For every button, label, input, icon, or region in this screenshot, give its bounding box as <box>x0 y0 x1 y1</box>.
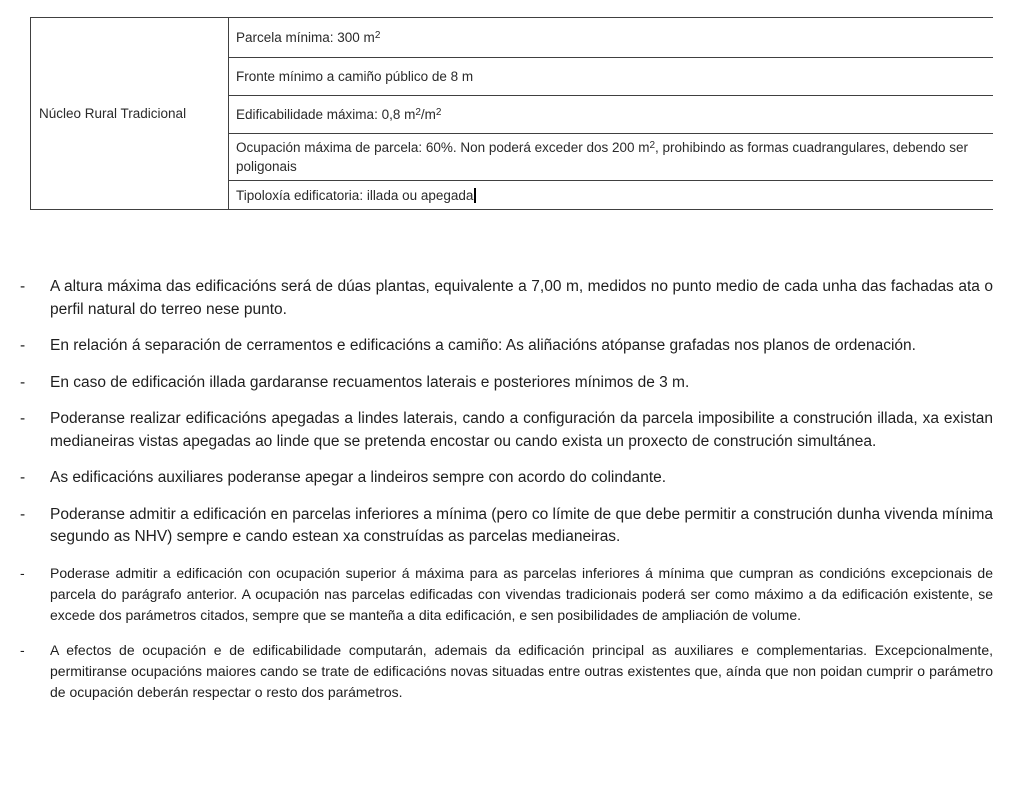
table-header-label: Núcleo Rural Tradicional <box>39 106 187 121</box>
bullet-marker: - <box>20 410 26 427</box>
bullet-marker: - <box>20 564 25 581</box>
bullet-marker: - <box>20 641 25 658</box>
bullet-item[interactable] <box>20 372 993 395</box>
bullet-item[interactable] <box>20 640 993 703</box>
bullet-text: Poderanse realizar edificacións apegadas a lindes laterais, cando a configuración da parcela imposibilite a construción illada, xa existan medianeiras vistas apegadas ao linde que se pretenda encostar ou cando exista un proxecto de construción simultánea. <box>50 410 993 450</box>
table-cell-text: Fronte mínimo a camiño público de 8 m <box>236 69 474 84</box>
table-cell-text: Edificabilidade máxima: 0,8 $m^2/m^2$ <box>236 107 442 122</box>
table-row[interactable] <box>229 134 993 181</box>
table-row[interactable] <box>229 96 993 134</box>
table-cell-text: Ocupación máxima de parcela: 60%. Non poderá exceder dos 200 $m^2$, prohibindo as formas cuadrangulares, debendo ser poligonais <box>236 140 968 174</box>
bullet-item[interactable] <box>20 467 993 490</box>
bullet-item[interactable] <box>20 563 993 626</box>
bullet-item[interactable] <box>20 408 993 453</box>
text-caret <box>474 188 476 203</box>
bullet-marker: - <box>20 337 26 354</box>
table-row[interactable] <box>229 18 993 58</box>
bullet-text: En caso de edificación illada gardaranse recuamentos laterais e posteriores mínimos de 3 m. <box>50 373 690 391</box>
bullet-text: A altura máxima das edificacións será de dúas plantas, equivalente a 7,00 m, medidos no punto medio de cada unha das fachadas ata o perfil natural do terreo nese punto. <box>50 278 993 318</box>
bullet-text: Poderanse admitir a edificación en parcelas inferiores a mínima (pero co límite de que debe permitir a construción dunha vivenda mínima segundo as NHV) sempre e cando estean xa construídas as parcelas medianeiras. <box>50 505 993 545</box>
bullet-text: En relación á separación de cerramentos e edificacións a camiño: As aliñacións atópanse grafadas nos planos de ordenación. <box>50 337 916 354</box>
table-row[interactable] <box>229 58 993 96</box>
bullet-text: As edificacións auxiliares poderanse apegar a lindeiros sempre con acordo do colindante. <box>50 469 667 486</box>
bullet-text: Poderase admitir a edificación con ocupación superior á máxima para as parcelas inferiores á mínima que cumpran as condicións excepcionais de parcela do parágrafo anterior. A ocupación nas parcelas edificadas con vivendas tradicionais poderá ser como máximo a da edificación existente, se excede dos parámetros citados, sempre que se manteña a dita edificación, e sen posibilidades de ampliación de volume. <box>50 564 993 623</box>
bullet-item[interactable] <box>20 276 993 321</box>
bullet-list <box>20 276 993 717</box>
table-header-cell[interactable] <box>31 18 229 209</box>
bullet-item[interactable] <box>20 504 993 549</box>
bullet-marker: - <box>20 373 26 391</box>
bullet-text: A efectos de ocupación e de edificabilidade computarán, ademais da edificación principal as auxiliares e complementarias. Excepcionalmente, permitiranse ocupacións maiores cando se trate de edificacións novas situadas entre outras existentes que, aínda que non poidan cumprir o parámetro de ocupación deberán respectar o resto dos parámetros. <box>50 641 993 700</box>
table-row[interactable] <box>229 181 993 209</box>
bullet-marker: - <box>20 278 26 295</box>
table-rows-container <box>229 18 993 209</box>
bullet-marker: - <box>20 469 26 486</box>
table-cell-text: Tipoloxía edificatoria: illada ou apegada <box>236 187 474 203</box>
bullet-marker: - <box>20 505 26 523</box>
table-cell-text: Parcela mínima: 300 $m^2$ <box>236 30 381 45</box>
bullet-item[interactable] <box>20 335 993 358</box>
regulation-table <box>30 17 993 210</box>
